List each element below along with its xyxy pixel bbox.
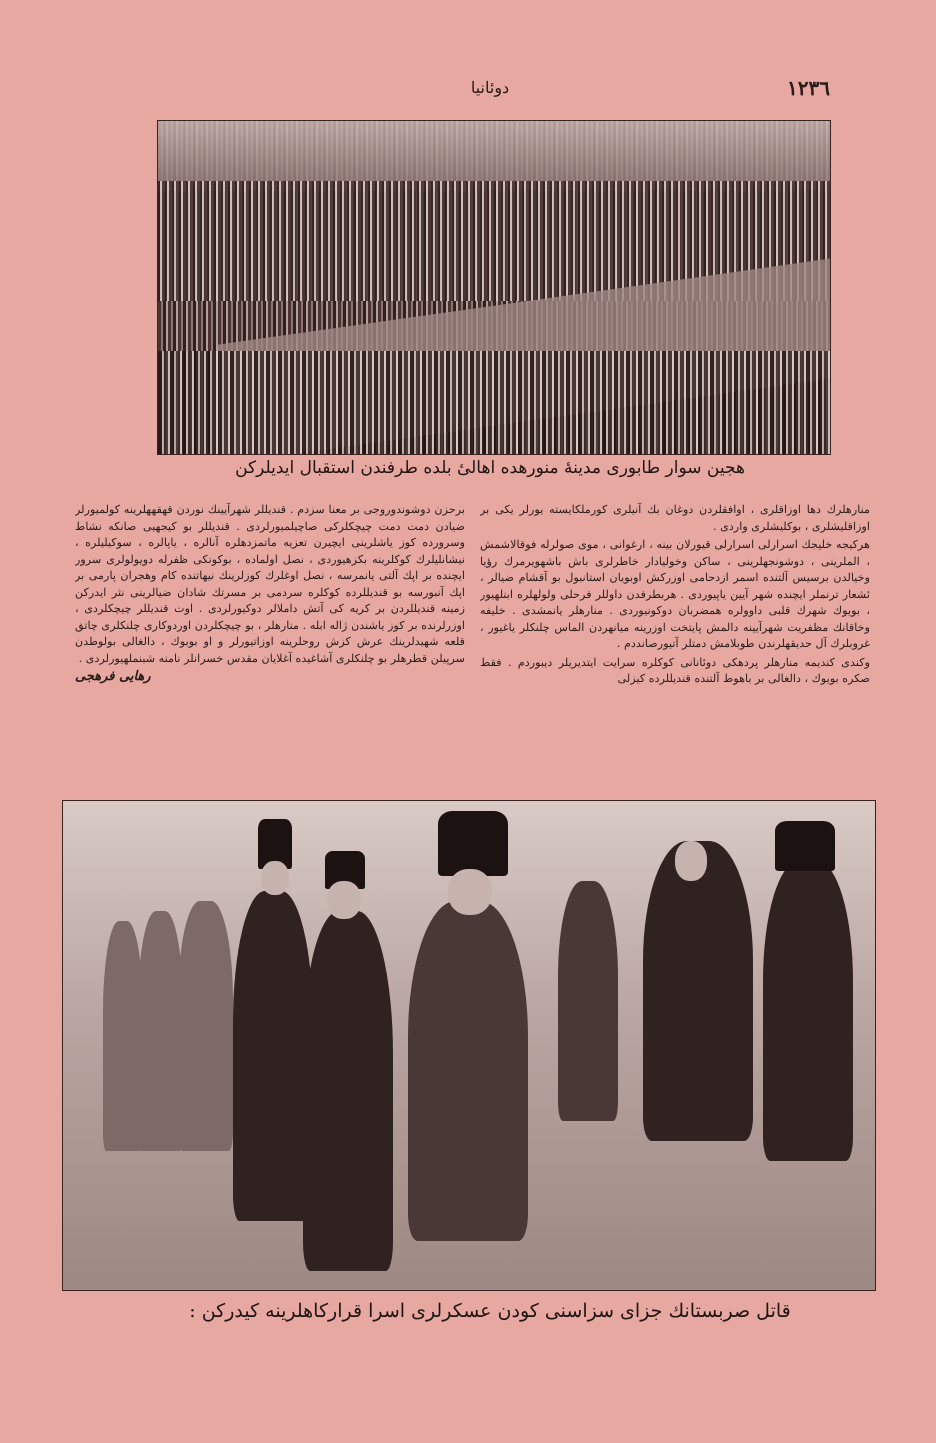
author-signature: رهایی فرهجی bbox=[75, 669, 151, 684]
photo-figure bbox=[558, 881, 618, 1121]
photo-bottom-caption: قاتل صربستانك جزای سزاسنی کودن عسکرلری اسرا قرارکاهلرینه کیدرکن : bbox=[189, 1300, 791, 1322]
photo-figure bbox=[643, 841, 753, 1141]
article-paragraph: وکندی کندیمه منارهلر پردهکی دوئانانی کوکلره سرایت ایتدیریلر دیبوردم . فقط صکره بویوك ، دالغالی بر باهوط آلتنده قندیللرده کیزلی bbox=[480, 655, 870, 685]
photo-face bbox=[327, 881, 361, 919]
photo-figure bbox=[303, 911, 393, 1271]
photo-hat bbox=[775, 821, 835, 871]
page-header bbox=[150, 76, 830, 106]
photo-camel-cavalry-welcome bbox=[157, 120, 831, 455]
running-title: دوئانیا bbox=[470, 78, 510, 97]
photo-figure bbox=[763, 861, 853, 1161]
photo-figure bbox=[233, 891, 313, 1221]
photo-prisoners-marching bbox=[62, 800, 876, 1291]
photo-figure bbox=[103, 921, 143, 1151]
article-paragraph: برحزن دوشوندوروجی بر معنا سزدم . قندیللر شهرآیینك نوردن قهقههلرینه کولمیورلر ضیادن دمت دمت چیچکلرکی صاچیلمیورلردی . قندیللر بو کیجهیی صانکه نشاط وسرورده کوز یاشلرینی ایچیرن تعزیه ماتمزدهلره آنالره ، یاپالره ، سوکیلیلره ، نیشانلیلرك کوکلرینه بکزهیوردی ، نصل اولماده ، بوکونکی ظفرله دویولولری سرور ایچنده بر اپك آلتی یانمرسه ، نصل اوغلرك کوزلرینك نیهاتنده کام وهجران پارمی بر اپك آنبورسه بو قندیللرده کوکلره سردمی بر مسرتك شادان ضیالرینی نثر ایدرکن زمینه قندیللردن بر کریه کی آتش داملالر دوکیورلردی . اوت قندیللر چیچکلردی ، اوزرلرنده بر کوز یاشندن ژاله ابله . منارهلر ، بو چیچکلردن اوردوکاری چلنکلری چاتق قلعه شهیدلرینك عرش کزش روحلرینه اوزاتیورلر و او بوبوك ، دالغالی بولوطدن سرپیلن قطرهلر بو چلنکلری آشاغیده آغلایان مقدس خسرانلر نامنه شبنملهیورلردی . bbox=[75, 503, 465, 665]
article-column-right bbox=[480, 502, 870, 782]
photo-hat bbox=[438, 811, 508, 876]
photo-face bbox=[675, 841, 707, 881]
page-number: ١٢٣٦ bbox=[787, 76, 830, 100]
article-paragraph: هرکیجه خلیجك اسرارلی اسرارلی قیورلان بینه ، ارغوانی ، موی صولرله فوقالاشمش ، الملرینی ، دوشونجهلرینی ، ساکن وخولیادار خاطرلری باش باشهویرمرك رؤیا وخیالدن برسیس آلتنده اسمر ازدحامی اوزرکش اوبویان استانبول بو آقشام ضیالر ، ئشعار ترنملر ایچنده شهر آیین یاپیوردی . هربطرفدن داوللر فرحلی ولولهلره ابنلهیور ، بویوك شهرك قلبی داوولره همضربان دوکونیوردی . منارهلر یانمشدی . خلیفه وخاقانك مظفریت شهرآیینه دالمش پایتخت اوزرینه میانهردن الماس چلنکلر یاغیور ، غروبلرك آل حدیقهلرندن طوبلامش دمتلر آتیورصانددم . bbox=[480, 538, 870, 650]
photo-figure bbox=[178, 901, 233, 1151]
photo-figure bbox=[408, 901, 528, 1241]
photo-figure bbox=[138, 911, 183, 1151]
photo-top-caption: هجین سوار طابوری مدینهٔ منورهده اهالیٔ بلده طرفندن استقبال ایدیلرکن bbox=[235, 458, 745, 478]
article-column-left bbox=[75, 502, 465, 782]
photo-crowd-front bbox=[158, 351, 830, 455]
article-paragraph: منارهلرك دها اوزاقلری ، اوافقلردن دوغان بك آنیلری کورملکایسته یورلر یکی بر اوزاقلیشلری ، بوکلیشلری واردی . bbox=[480, 503, 870, 533]
photo-face bbox=[261, 861, 289, 895]
photo-face bbox=[448, 869, 492, 915]
